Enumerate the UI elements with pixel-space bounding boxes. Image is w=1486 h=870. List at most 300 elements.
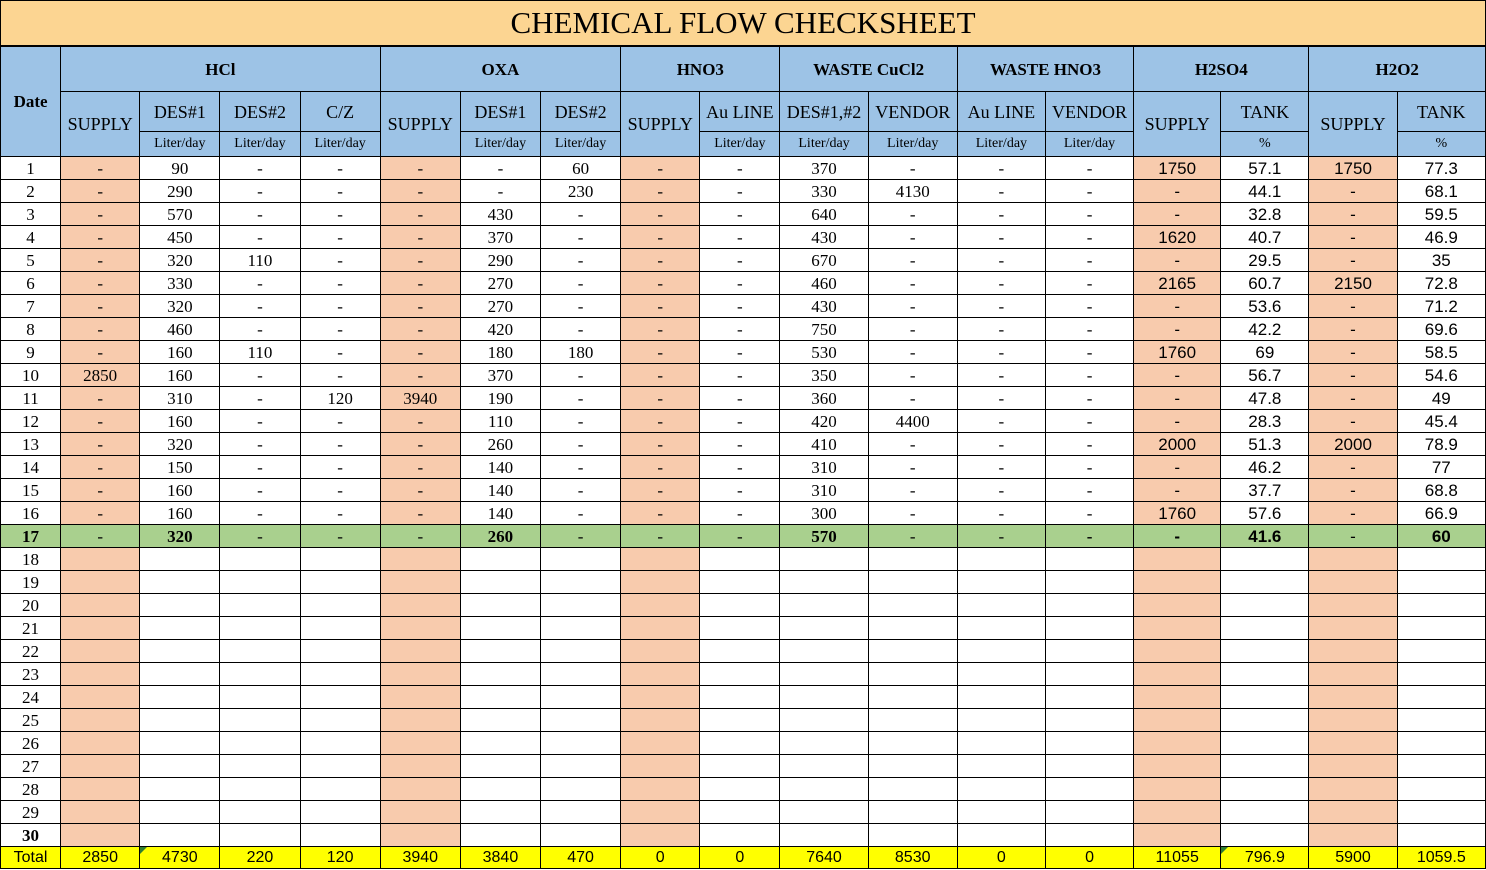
data-cell[interactable] <box>868 663 957 686</box>
data-cell[interactable] <box>220 663 300 686</box>
data-cell[interactable]: 750 <box>780 318 868 341</box>
data-cell[interactable]: - <box>621 272 700 295</box>
data-cell[interactable] <box>140 663 220 686</box>
data-cell[interactable] <box>61 594 140 617</box>
data-cell[interactable] <box>1134 617 1221 640</box>
data-cell[interactable]: - <box>541 364 621 387</box>
data-cell[interactable]: - <box>621 502 700 525</box>
data-cell[interactable] <box>140 801 220 824</box>
data-cell[interactable]: 45.4 <box>1397 410 1485 433</box>
data-cell[interactable] <box>1309 824 1397 847</box>
data-cell[interactable] <box>1397 801 1485 824</box>
data-cell[interactable]: 66.9 <box>1397 502 1485 525</box>
data-cell[interactable] <box>1045 594 1133 617</box>
data-cell[interactable]: 59.5 <box>1397 203 1485 226</box>
data-cell[interactable]: - <box>700 226 780 249</box>
data-cell[interactable]: 160 <box>140 364 220 387</box>
data-cell[interactable]: - <box>220 410 300 433</box>
data-cell[interactable] <box>380 571 460 594</box>
data-cell[interactable] <box>1221 778 1309 801</box>
data-cell[interactable]: - <box>380 226 460 249</box>
data-cell[interactable]: 46.2 <box>1221 456 1309 479</box>
data-cell[interactable] <box>61 686 140 709</box>
data-cell[interactable]: - <box>300 410 380 433</box>
data-cell[interactable]: - <box>300 479 380 502</box>
total-cell[interactable]: 470 <box>541 847 621 869</box>
data-cell[interactable]: - <box>621 226 700 249</box>
data-cell[interactable]: 60 <box>1397 525 1485 548</box>
data-cell[interactable] <box>1134 548 1221 571</box>
data-cell[interactable] <box>1045 686 1133 709</box>
data-cell[interactable]: 260 <box>460 433 540 456</box>
data-cell[interactable]: 4130 <box>868 180 957 203</box>
data-cell[interactable] <box>1397 709 1485 732</box>
data-cell[interactable] <box>61 824 140 847</box>
data-cell[interactable]: - <box>700 203 780 226</box>
data-cell[interactable] <box>140 640 220 663</box>
data-cell[interactable]: - <box>621 410 700 433</box>
data-cell[interactable]: - <box>957 387 1045 410</box>
data-cell[interactable]: - <box>1309 203 1397 226</box>
data-cell[interactable]: - <box>1309 479 1397 502</box>
data-cell[interactable] <box>140 686 220 709</box>
data-cell[interactable]: - <box>1045 226 1133 249</box>
data-cell[interactable]: - <box>700 364 780 387</box>
data-cell[interactable]: 77.3 <box>1397 157 1485 180</box>
data-cell[interactable] <box>1221 709 1309 732</box>
data-cell[interactable]: 300 <box>780 502 868 525</box>
data-cell[interactable] <box>621 732 700 755</box>
data-cell[interactable]: - <box>220 456 300 479</box>
data-cell[interactable] <box>300 686 380 709</box>
data-cell[interactable]: - <box>220 226 300 249</box>
data-cell[interactable]: 160 <box>140 341 220 364</box>
data-cell[interactable] <box>957 732 1045 755</box>
data-cell[interactable]: - <box>700 502 780 525</box>
data-cell[interactable] <box>300 594 380 617</box>
data-cell[interactable] <box>61 732 140 755</box>
data-cell[interactable]: 42.2 <box>1221 318 1309 341</box>
data-cell[interactable]: - <box>541 502 621 525</box>
data-cell[interactable]: 1620 <box>1134 226 1221 249</box>
data-cell[interactable] <box>460 778 540 801</box>
data-cell[interactable] <box>780 824 868 847</box>
data-cell[interactable]: 60.7 <box>1221 272 1309 295</box>
total-cell[interactable]: 11055 <box>1134 847 1221 869</box>
data-cell[interactable]: 29.5 <box>1221 249 1309 272</box>
data-cell[interactable] <box>1309 548 1397 571</box>
data-cell[interactable]: - <box>621 364 700 387</box>
data-cell[interactable] <box>700 732 780 755</box>
data-cell[interactable]: 140 <box>460 456 540 479</box>
data-cell[interactable]: - <box>1309 249 1397 272</box>
data-cell[interactable] <box>780 755 868 778</box>
data-cell[interactable]: - <box>1045 341 1133 364</box>
total-cell[interactable]: 5900 <box>1309 847 1397 869</box>
data-cell[interactable]: - <box>1134 180 1221 203</box>
data-cell[interactable]: - <box>868 433 957 456</box>
data-cell[interactable] <box>700 755 780 778</box>
data-cell[interactable]: - <box>700 180 780 203</box>
data-cell[interactable]: - <box>957 502 1045 525</box>
data-cell[interactable]: - <box>1309 364 1397 387</box>
data-cell[interactable]: - <box>957 364 1045 387</box>
data-cell[interactable] <box>1045 801 1133 824</box>
data-cell[interactable] <box>1221 617 1309 640</box>
data-cell[interactable] <box>220 801 300 824</box>
data-cell[interactable] <box>1397 617 1485 640</box>
total-cell[interactable]: 796.9 <box>1221 847 1309 869</box>
data-cell[interactable]: - <box>380 341 460 364</box>
data-cell[interactable]: - <box>957 525 1045 548</box>
data-cell[interactable] <box>1221 663 1309 686</box>
data-cell[interactable] <box>61 571 140 594</box>
data-cell[interactable]: - <box>300 318 380 341</box>
data-cell[interactable]: - <box>700 479 780 502</box>
data-cell[interactable]: - <box>541 479 621 502</box>
data-cell[interactable]: - <box>460 180 540 203</box>
data-cell[interactable]: 68.1 <box>1397 180 1485 203</box>
data-cell[interactable]: - <box>300 295 380 318</box>
data-cell[interactable] <box>300 640 380 663</box>
data-cell[interactable] <box>621 824 700 847</box>
data-cell[interactable]: 460 <box>780 272 868 295</box>
data-cell[interactable] <box>700 824 780 847</box>
data-cell[interactable] <box>868 732 957 755</box>
data-cell[interactable]: 410 <box>780 433 868 456</box>
data-cell[interactable]: - <box>868 456 957 479</box>
total-cell[interactable]: 8530 <box>868 847 957 869</box>
data-cell[interactable]: - <box>300 525 380 548</box>
data-cell[interactable]: - <box>300 502 380 525</box>
data-cell[interactable] <box>957 571 1045 594</box>
data-cell[interactable]: - <box>1045 272 1133 295</box>
data-cell[interactable] <box>1221 594 1309 617</box>
data-cell[interactable] <box>140 571 220 594</box>
data-cell[interactable] <box>621 686 700 709</box>
data-cell[interactable] <box>220 778 300 801</box>
data-cell[interactable]: - <box>1045 410 1133 433</box>
data-cell[interactable]: 370 <box>460 226 540 249</box>
data-cell[interactable]: - <box>541 387 621 410</box>
data-cell[interactable]: 1750 <box>1134 157 1221 180</box>
total-cell[interactable]: 7640 <box>780 847 868 869</box>
total-cell[interactable]: 4730 <box>140 847 220 869</box>
data-cell[interactable]: 28.3 <box>1221 410 1309 433</box>
data-cell[interactable] <box>1045 824 1133 847</box>
data-cell[interactable]: - <box>541 295 621 318</box>
data-cell[interactable]: - <box>1045 157 1133 180</box>
data-cell[interactable]: - <box>700 525 780 548</box>
data-cell[interactable]: - <box>957 203 1045 226</box>
data-cell[interactable]: - <box>300 341 380 364</box>
data-cell[interactable] <box>868 709 957 732</box>
data-cell[interactable] <box>1134 755 1221 778</box>
data-cell[interactable] <box>460 709 540 732</box>
data-cell[interactable]: - <box>220 502 300 525</box>
data-cell[interactable]: - <box>957 272 1045 295</box>
data-cell[interactable]: - <box>621 249 700 272</box>
data-cell[interactable]: - <box>957 456 1045 479</box>
data-cell[interactable]: 330 <box>140 272 220 295</box>
data-cell[interactable]: - <box>1134 456 1221 479</box>
data-cell[interactable]: 190 <box>460 387 540 410</box>
total-cell[interactable]: 0 <box>700 847 780 869</box>
data-cell[interactable] <box>220 640 300 663</box>
data-cell[interactable] <box>621 709 700 732</box>
data-cell[interactable] <box>621 640 700 663</box>
data-cell[interactable]: - <box>380 157 460 180</box>
data-cell[interactable] <box>460 663 540 686</box>
data-cell[interactable] <box>1309 663 1397 686</box>
data-cell[interactable]: - <box>957 433 1045 456</box>
data-cell[interactable] <box>1397 755 1485 778</box>
data-cell[interactable] <box>541 617 621 640</box>
data-cell[interactable]: 570 <box>140 203 220 226</box>
data-cell[interactable]: - <box>61 226 140 249</box>
data-cell[interactable] <box>957 824 1045 847</box>
data-cell[interactable]: 56.7 <box>1221 364 1309 387</box>
data-cell[interactable] <box>220 686 300 709</box>
data-cell[interactable] <box>1397 663 1485 686</box>
data-cell[interactable] <box>1045 778 1133 801</box>
data-cell[interactable] <box>868 801 957 824</box>
data-cell[interactable]: 310 <box>140 387 220 410</box>
data-cell[interactable] <box>1309 709 1397 732</box>
data-cell[interactable]: 140 <box>460 502 540 525</box>
data-cell[interactable] <box>61 548 140 571</box>
data-cell[interactable]: - <box>220 525 300 548</box>
data-cell[interactable]: - <box>700 456 780 479</box>
data-cell[interactable] <box>1221 571 1309 594</box>
data-cell[interactable]: 150 <box>140 456 220 479</box>
data-cell[interactable]: - <box>61 318 140 341</box>
data-cell[interactable]: 51.3 <box>1221 433 1309 456</box>
data-cell[interactable]: - <box>541 272 621 295</box>
data-cell[interactable] <box>868 686 957 709</box>
data-cell[interactable] <box>1397 640 1485 663</box>
data-cell[interactable]: - <box>1045 502 1133 525</box>
data-cell[interactable]: - <box>868 387 957 410</box>
data-cell[interactable]: - <box>61 295 140 318</box>
data-cell[interactable] <box>140 755 220 778</box>
data-cell[interactable]: - <box>957 341 1045 364</box>
data-cell[interactable] <box>541 571 621 594</box>
data-cell[interactable]: - <box>621 525 700 548</box>
data-cell[interactable]: 69 <box>1221 341 1309 364</box>
data-cell[interactable] <box>957 594 1045 617</box>
data-cell[interactable]: - <box>1309 341 1397 364</box>
data-cell[interactable]: 3940 <box>380 387 460 410</box>
data-cell[interactable]: - <box>621 318 700 341</box>
data-cell[interactable]: - <box>700 295 780 318</box>
data-cell[interactable]: - <box>1134 387 1221 410</box>
data-cell[interactable]: 640 <box>780 203 868 226</box>
data-cell[interactable]: - <box>1309 525 1397 548</box>
data-cell[interactable] <box>1397 732 1485 755</box>
data-cell[interactable] <box>700 548 780 571</box>
data-cell[interactable]: - <box>621 180 700 203</box>
data-cell[interactable] <box>541 640 621 663</box>
data-cell[interactable]: - <box>868 364 957 387</box>
data-cell[interactable] <box>541 755 621 778</box>
data-cell[interactable]: - <box>541 203 621 226</box>
data-cell[interactable]: - <box>380 203 460 226</box>
data-cell[interactable]: - <box>541 456 621 479</box>
data-cell[interactable]: - <box>220 180 300 203</box>
data-cell[interactable]: - <box>380 502 460 525</box>
data-cell[interactable]: 68.8 <box>1397 479 1485 502</box>
data-cell[interactable]: 2000 <box>1309 433 1397 456</box>
data-cell[interactable]: - <box>700 341 780 364</box>
data-cell[interactable]: - <box>61 456 140 479</box>
data-cell[interactable] <box>1309 732 1397 755</box>
data-cell[interactable] <box>140 824 220 847</box>
data-cell[interactable]: - <box>621 203 700 226</box>
data-cell[interactable] <box>868 571 957 594</box>
data-cell[interactable]: 430 <box>460 203 540 226</box>
data-cell[interactable]: 2850 <box>61 364 140 387</box>
data-cell[interactable] <box>1397 571 1485 594</box>
data-cell[interactable] <box>300 663 380 686</box>
data-cell[interactable]: - <box>1134 410 1221 433</box>
data-cell[interactable]: 290 <box>460 249 540 272</box>
data-cell[interactable] <box>868 594 957 617</box>
data-cell[interactable]: 58.5 <box>1397 341 1485 364</box>
data-cell[interactable]: - <box>1134 525 1221 548</box>
data-cell[interactable]: 330 <box>780 180 868 203</box>
data-cell[interactable] <box>1397 548 1485 571</box>
data-cell[interactable]: 46.9 <box>1397 226 1485 249</box>
total-cell[interactable]: 0 <box>621 847 700 869</box>
data-cell[interactable] <box>380 686 460 709</box>
data-cell[interactable]: - <box>1045 318 1133 341</box>
data-cell[interactable] <box>140 709 220 732</box>
data-cell[interactable]: - <box>541 525 621 548</box>
data-cell[interactable] <box>957 640 1045 663</box>
data-cell[interactable] <box>220 617 300 640</box>
data-cell[interactable] <box>1221 548 1309 571</box>
data-cell[interactable]: - <box>868 525 957 548</box>
data-cell[interactable] <box>1309 755 1397 778</box>
data-cell[interactable]: 32.8 <box>1221 203 1309 226</box>
data-cell[interactable]: 35 <box>1397 249 1485 272</box>
data-cell[interactable] <box>700 686 780 709</box>
data-cell[interactable]: - <box>300 203 380 226</box>
total-cell[interactable]: 3840 <box>460 847 540 869</box>
data-cell[interactable]: - <box>1134 203 1221 226</box>
data-cell[interactable] <box>780 663 868 686</box>
data-cell[interactable] <box>700 617 780 640</box>
data-cell[interactable]: - <box>957 249 1045 272</box>
data-cell[interactable] <box>957 686 1045 709</box>
data-cell[interactable] <box>1134 732 1221 755</box>
data-cell[interactable] <box>541 548 621 571</box>
data-cell[interactable] <box>541 778 621 801</box>
data-cell[interactable] <box>300 548 380 571</box>
data-cell[interactable]: 1750 <box>1309 157 1397 180</box>
data-cell[interactable]: 180 <box>541 341 621 364</box>
data-cell[interactable]: 2000 <box>1134 433 1221 456</box>
data-cell[interactable] <box>868 640 957 663</box>
data-cell[interactable] <box>1397 824 1485 847</box>
data-cell[interactable] <box>1397 686 1485 709</box>
data-cell[interactable] <box>700 571 780 594</box>
data-cell[interactable]: 4400 <box>868 410 957 433</box>
data-cell[interactable]: 120 <box>300 387 380 410</box>
data-cell[interactable] <box>1309 617 1397 640</box>
data-cell[interactable]: - <box>868 249 957 272</box>
data-cell[interactable] <box>1134 640 1221 663</box>
data-cell[interactable]: - <box>1134 249 1221 272</box>
total-cell[interactable]: 120 <box>300 847 380 869</box>
data-cell[interactable] <box>541 663 621 686</box>
data-cell[interactable] <box>1309 640 1397 663</box>
data-cell[interactable] <box>300 732 380 755</box>
data-cell[interactable]: - <box>61 203 140 226</box>
data-cell[interactable] <box>380 640 460 663</box>
data-cell[interactable]: - <box>1309 410 1397 433</box>
data-cell[interactable] <box>1134 686 1221 709</box>
data-cell[interactable] <box>61 709 140 732</box>
data-cell[interactable] <box>1221 640 1309 663</box>
data-cell[interactable] <box>621 571 700 594</box>
data-cell[interactable]: - <box>957 157 1045 180</box>
data-cell[interactable]: 420 <box>460 318 540 341</box>
data-cell[interactable] <box>1221 801 1309 824</box>
data-cell[interactable]: 360 <box>780 387 868 410</box>
data-cell[interactable] <box>380 755 460 778</box>
data-cell[interactable] <box>300 755 380 778</box>
data-cell[interactable]: 40.7 <box>1221 226 1309 249</box>
data-cell[interactable] <box>220 709 300 732</box>
data-cell[interactable] <box>868 548 957 571</box>
total-cell[interactable]: 3940 <box>380 847 460 869</box>
data-cell[interactable]: - <box>220 364 300 387</box>
data-cell[interactable]: - <box>700 318 780 341</box>
data-cell[interactable]: - <box>61 249 140 272</box>
data-cell[interactable] <box>1134 571 1221 594</box>
data-cell[interactable]: - <box>1045 433 1133 456</box>
data-cell[interactable]: - <box>1309 456 1397 479</box>
data-cell[interactable]: - <box>300 272 380 295</box>
data-cell[interactable]: - <box>1134 479 1221 502</box>
total-cell[interactable]: 220 <box>220 847 300 869</box>
data-cell[interactable]: - <box>1309 502 1397 525</box>
data-cell[interactable]: - <box>300 180 380 203</box>
data-cell[interactable] <box>1045 571 1133 594</box>
data-cell[interactable] <box>621 801 700 824</box>
data-cell[interactable]: 320 <box>140 433 220 456</box>
data-cell[interactable] <box>957 755 1045 778</box>
data-cell[interactable]: - <box>380 479 460 502</box>
data-cell[interactable] <box>780 801 868 824</box>
data-cell[interactable]: - <box>380 295 460 318</box>
data-cell[interactable] <box>460 801 540 824</box>
data-cell[interactable]: - <box>1045 180 1133 203</box>
data-cell[interactable]: - <box>300 456 380 479</box>
data-cell[interactable]: - <box>700 387 780 410</box>
data-cell[interactable] <box>621 778 700 801</box>
data-cell[interactable] <box>700 640 780 663</box>
data-cell[interactable]: 320 <box>140 249 220 272</box>
data-cell[interactable] <box>541 801 621 824</box>
data-cell[interactable] <box>140 594 220 617</box>
data-cell[interactable]: 37.7 <box>1221 479 1309 502</box>
data-cell[interactable] <box>1397 778 1485 801</box>
data-cell[interactable] <box>140 778 220 801</box>
data-cell[interactable] <box>380 801 460 824</box>
